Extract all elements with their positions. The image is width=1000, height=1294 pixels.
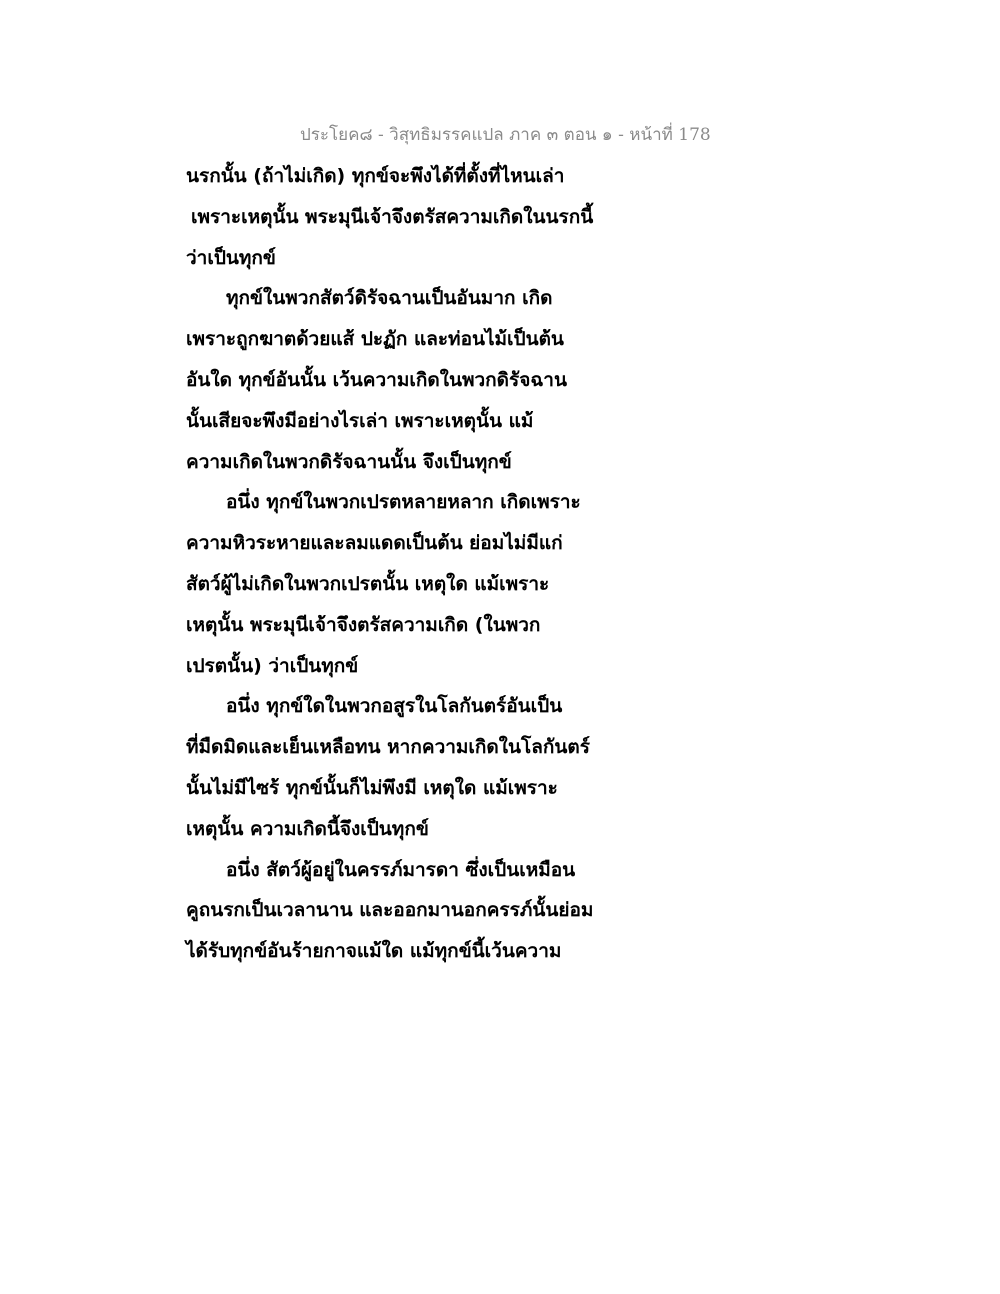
text-line: เปรตนั้น) ว่าเป็นทุกข์: [186, 654, 359, 677]
text-line: เพราะเหตุนั้น พระมุนีเจ้าจึงตรัสความเกิดในนรกนี้: [191, 205, 594, 228]
text-line: นรกนั้น (ถ้าไม่เกิด) ทุกข์จะพึงได้ที่ตั้งที่ไหนเล่า: [186, 165, 565, 187]
text-line: เหตุนั้น ความเกิดนี้จึงเป็นทุกข์: [186, 817, 429, 840]
paragraph-start-line: ทุกข์ในพวกสัตว์ดิรัจฉานเป็นอันมาก เกิด: [226, 287, 553, 310]
text-line: ความเกิดในพวกดิรัจฉานนั้น จึงเป็นทุกข์: [186, 450, 512, 473]
text-line: คูถนรกเป็นเวลานาน และออกมานอกครรภ์นั้นย่อม: [186, 899, 594, 922]
text-line: เพราะถูกฆาตด้วยแส้ ปะฏัก และท่อนไม้เป็นต้น: [186, 328, 564, 351]
text-line: ว่าเป็นทุกข์: [186, 246, 276, 269]
text-line: นั้นไม่มีไซร้ ทุกข์นั้นก็ไม่พึงมี เหตุใด แม้เพราะ: [186, 776, 558, 799]
text-line: ได้รับทุกข์อันร้ายกาจแม้ใด แม้ทุกข์นี้เว้นความ: [186, 940, 562, 963]
text-line: เหตุนั้น พระมุนีเจ้าจึงตรัสความเกิด (ในพวก: [186, 613, 541, 636]
text-line: นั้นเสียจะพึงมีอย่างไรเล่า เพราะเหตุนั้น แม้: [186, 409, 534, 432]
paragraph-start-line: อนึ่ง ทุกข์ใดในพวกอสูรในโลกันตร์อันเป็น: [226, 695, 563, 718]
text-line: สัตว์ผู้ไม่เกิดในพวกเปรตนั้น เหตุใด แม้เพราะ: [186, 572, 550, 595]
paragraph-start-line: อนึ่ง สัตว์ผู้อยู่ในครรภ์มารดา ซึ่งเป็นเหมือน: [226, 858, 576, 881]
paragraph-start-line: อนึ่ง ทุกข์ในพวกเปรตหลายหลาก เกิดเพราะ: [226, 491, 581, 514]
text-line: อันใด ทุกข์อันนั้น เว้นความเกิดในพวกดิรัจฉาน: [186, 368, 567, 391]
text-line: ความหิวระหายและลมแดดเป็นต้น ย่อมไม่มีแก่: [186, 532, 563, 555]
body-text: [186, 156, 626, 972]
running-header: ประโยค๘ - วิสุทธิมรรคแปล ภาค ๓ ตอน ๑ - หน้าที่ 178: [300, 125, 711, 145]
text-line: ที่มืดมิดและเย็นเหลือทน หากความเกิดในโลกันตร์: [186, 736, 590, 759]
